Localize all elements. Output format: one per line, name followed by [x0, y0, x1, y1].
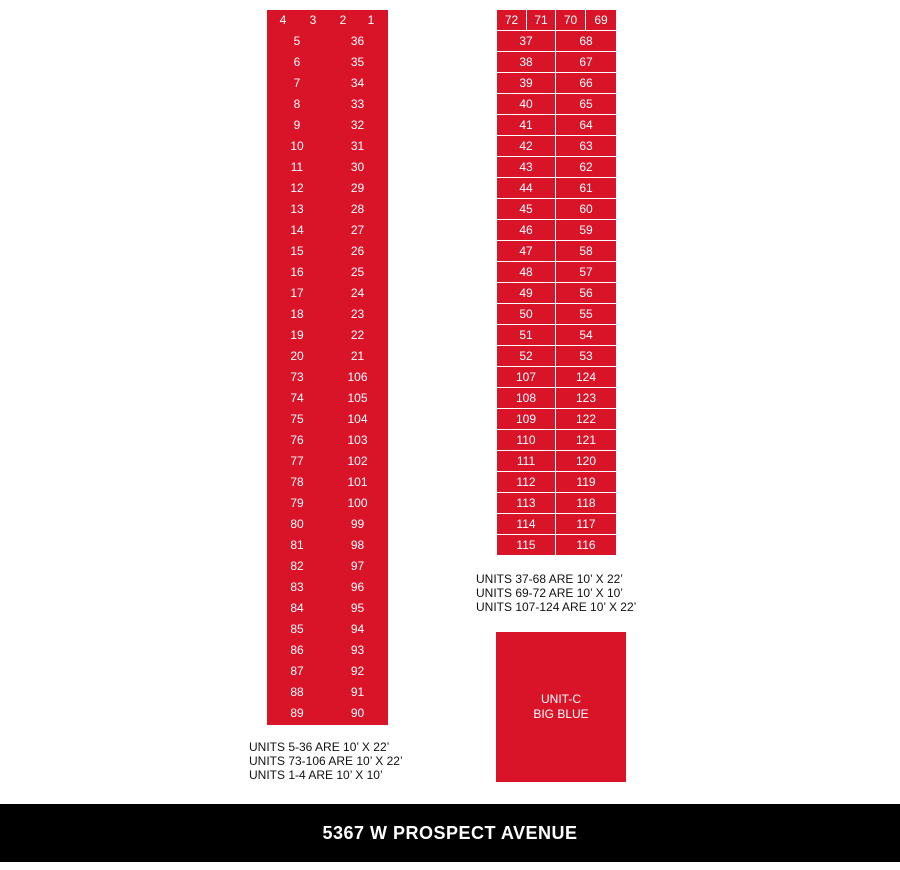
unit-cell[interactable]: 23 — [350, 307, 365, 321]
unit-cell[interactable]: 65 — [556, 94, 616, 115]
unit-cell[interactable]: 15 — [290, 244, 304, 258]
unit-cell[interactable]: 89 — [290, 706, 304, 720]
unit-cell[interactable]: 64 — [556, 115, 616, 136]
unit-cell[interactable]: 73 — [290, 370, 304, 384]
unit-cell[interactable]: 72 — [497, 10, 527, 31]
unit-cell[interactable]: 99 — [350, 517, 365, 531]
unit-cell[interactable]: 102 — [347, 454, 368, 468]
street-name: 5367 W PROSPECT AVENUE — [322, 823, 578, 843]
unit-cell[interactable]: 110 — [497, 430, 556, 451]
unit-cell[interactable]: 124 — [556, 367, 616, 388]
unit-cell[interactable]: 26 — [350, 244, 365, 258]
unit-cell[interactable]: 113 — [497, 493, 556, 514]
unit-cell[interactable]: 62 — [556, 157, 616, 178]
unit-cell[interactable]: 119 — [556, 472, 616, 493]
unit-cell[interactable]: 38 — [497, 52, 556, 73]
unit-cell[interactable]: 66 — [556, 73, 616, 94]
unit-cell[interactable]: 7 — [293, 76, 301, 90]
unit-cell[interactable]: 57 — [556, 262, 616, 283]
unit-cell[interactable]: 75 — [290, 412, 304, 426]
unit-cell[interactable]: 92 — [350, 664, 365, 678]
unit-cell[interactable]: 5 — [293, 34, 301, 48]
unit-cell[interactable]: 118 — [556, 493, 616, 514]
unit-cell[interactable]: 3 — [309, 13, 317, 27]
unit-cell[interactable]: 24 — [350, 286, 365, 300]
unit-cell[interactable]: 101 — [347, 475, 368, 489]
unit-cell[interactable]: 82 — [290, 559, 304, 573]
unit-cell[interactable]: 86 — [290, 643, 304, 657]
unit-cell[interactable]: 80 — [290, 517, 304, 531]
unit-cell[interactable]: 77 — [290, 454, 304, 468]
unit-c-label: UNIT-C — [541, 692, 581, 706]
unit-cell[interactable]: 45 — [497, 199, 556, 220]
unit-cell[interactable]: 4 — [279, 13, 287, 27]
note-line: UNITS 5-36 ARE 10’ X 22’ — [249, 740, 390, 754]
unit-cell[interactable]: 96 — [350, 580, 365, 594]
note-line: UNITS 1-4 ARE 10’ X 10’ — [249, 768, 383, 782]
unit-cell[interactable]: 78 — [290, 475, 304, 489]
unit-cell[interactable]: 58 — [556, 241, 616, 262]
unit-cell[interactable]: 25 — [350, 265, 365, 279]
unit-cell[interactable]: 40 — [497, 94, 556, 115]
unit-c-block[interactable] — [496, 632, 626, 782]
unit-cell[interactable]: 54 — [556, 325, 616, 346]
unit-cell[interactable]: 47 — [497, 241, 556, 262]
unit-cell[interactable]: 55 — [556, 304, 616, 325]
unit-cell[interactable]: 46 — [497, 220, 556, 241]
unit-cell[interactable]: 20 — [290, 349, 304, 363]
unit-cell[interactable]: 70 — [556, 10, 586, 31]
unit-cell[interactable]: 50 — [497, 304, 556, 325]
unit-cell[interactable]: 63 — [556, 136, 616, 157]
unit-cell[interactable]: 8 — [293, 97, 301, 111]
unit-cell[interactable]: 39 — [497, 73, 556, 94]
unit-cell[interactable]: 85 — [290, 622, 304, 636]
unit-cell[interactable]: 100 — [347, 496, 368, 510]
unit-cell[interactable]: 106 — [347, 370, 368, 384]
unit-cell[interactable]: 43 — [497, 157, 556, 178]
unit-cell[interactable]: 108 — [497, 388, 556, 409]
building-a-notes — [249, 740, 403, 782]
unit-cell[interactable]: 14 — [290, 223, 304, 237]
unit-cell[interactable]: 44 — [497, 178, 556, 199]
unit-cell[interactable]: 11 — [290, 160, 304, 174]
unit-cell[interactable]: 109 — [497, 409, 556, 430]
unit-cell[interactable]: 93 — [350, 643, 365, 657]
unit-cell[interactable]: 87 — [290, 664, 304, 678]
unit-cell[interactable]: 27 — [350, 223, 365, 237]
unit-cell[interactable]: 35 — [350, 55, 365, 69]
unit-cell[interactable]: 98 — [350, 538, 365, 552]
unit-cell[interactable]: 76 — [290, 433, 304, 447]
unit-cell[interactable]: 13 — [290, 202, 304, 216]
unit-cell[interactable]: 1 — [367, 13, 375, 27]
unit-cell[interactable]: 42 — [497, 136, 556, 157]
unit-cell[interactable]: 120 — [556, 451, 616, 472]
unit-cell[interactable]: 61 — [556, 178, 616, 199]
unit-cell[interactable]: 69 — [586, 10, 616, 31]
unit-cell[interactable]: 111 — [497, 451, 556, 472]
unit-cell[interactable]: 28 — [350, 202, 365, 216]
unit-cell[interactable]: 17 — [290, 286, 304, 300]
unit-cell[interactable]: 60 — [556, 199, 616, 220]
building-a — [267, 10, 388, 725]
unit-cell[interactable]: 122 — [556, 409, 616, 430]
unit-cell[interactable]: 56 — [556, 283, 616, 304]
unit-cell[interactable]: 33 — [350, 97, 365, 111]
unit-cell[interactable]: 41 — [497, 115, 556, 136]
unit-c-sublabel: BIG BLUE — [533, 707, 589, 721]
unit-cell[interactable]: 51 — [497, 325, 556, 346]
unit-cell[interactable]: 10 — [290, 139, 304, 153]
unit-cell[interactable]: 29 — [350, 181, 365, 195]
unit-cell[interactable]: 97 — [350, 559, 365, 573]
unit-cell[interactable]: 36 — [350, 34, 365, 48]
unit-cell[interactable]: 117 — [556, 514, 616, 535]
unit-cell[interactable]: 19 — [290, 328, 304, 342]
unit-cell[interactable]: 115 — [497, 535, 556, 556]
unit-cell[interactable]: 30 — [350, 160, 365, 174]
note-line: UNITS 73-106 ARE 10’ X 22’ — [249, 754, 403, 768]
note-line: UNITS 107-124 ARE 10’ X 22’ — [476, 600, 637, 614]
unit-cell[interactable]: 6 — [293, 55, 301, 69]
unit-cell[interactable]: 88 — [290, 685, 304, 699]
note-line: UNITS 37-68 ARE 10’ X 22’ — [476, 572, 623, 586]
unit-cell[interactable]: 107 — [497, 367, 556, 388]
unit-cell[interactable]: 90 — [350, 706, 365, 720]
unit-cell[interactable]: 18 — [290, 307, 304, 321]
unit-cell[interactable]: 95 — [350, 601, 365, 615]
unit-cell[interactable]: 2 — [339, 13, 347, 27]
unit-cell[interactable]: 59 — [556, 220, 616, 241]
unit-cell[interactable]: 112 — [497, 472, 556, 493]
unit-cell[interactable]: 37 — [497, 31, 556, 52]
unit-cell[interactable]: 49 — [497, 283, 556, 304]
unit-cell[interactable]: 91 — [350, 685, 365, 699]
unit-cell[interactable]: 53 — [556, 346, 616, 367]
unit-cell[interactable]: 94 — [350, 622, 365, 636]
unit-cell[interactable]: 16 — [290, 265, 304, 279]
unit-cell[interactable]: 9 — [293, 118, 301, 132]
unit-cell[interactable]: 83 — [290, 580, 304, 594]
unit-cell[interactable]: 74 — [290, 391, 304, 405]
street-name-bar — [0, 804, 900, 862]
unit-cell[interactable]: 21 — [350, 349, 365, 363]
unit-cell[interactable]: 104 — [347, 412, 368, 426]
note-line: UNITS 69-72 ARE 10’ X 10’ — [476, 586, 623, 600]
unit-cell[interactable]: 32 — [350, 118, 365, 132]
unit-cell[interactable]: 71 — [527, 10, 556, 31]
unit-cell[interactable]: 116 — [556, 535, 616, 556]
unit-cell[interactable]: 68 — [556, 31, 616, 52]
unit-cell[interactable]: 48 — [497, 262, 556, 283]
unit-cell[interactable]: 67 — [556, 52, 616, 73]
unit-cell[interactable]: 22 — [350, 328, 365, 342]
building-b-notes — [476, 572, 636, 614]
unit-cell[interactable]: 105 — [347, 391, 368, 405]
unit-cell[interactable]: 79 — [290, 496, 304, 510]
unit-cell[interactable]: 81 — [290, 538, 304, 552]
unit-cell[interactable]: 121 — [556, 430, 616, 451]
unit-cell[interactable]: 84 — [290, 601, 304, 615]
unit-cell[interactable]: 34 — [350, 76, 365, 90]
unit-cell[interactable]: 12 — [290, 181, 304, 195]
unit-cell[interactable]: 114 — [497, 514, 556, 535]
building-b — [497, 10, 616, 556]
unit-cell[interactable]: 52 — [497, 346, 556, 367]
unit-cell[interactable]: 123 — [556, 388, 616, 409]
unit-cell[interactable]: 103 — [347, 433, 368, 447]
unit-cell[interactable]: 31 — [350, 139, 365, 153]
